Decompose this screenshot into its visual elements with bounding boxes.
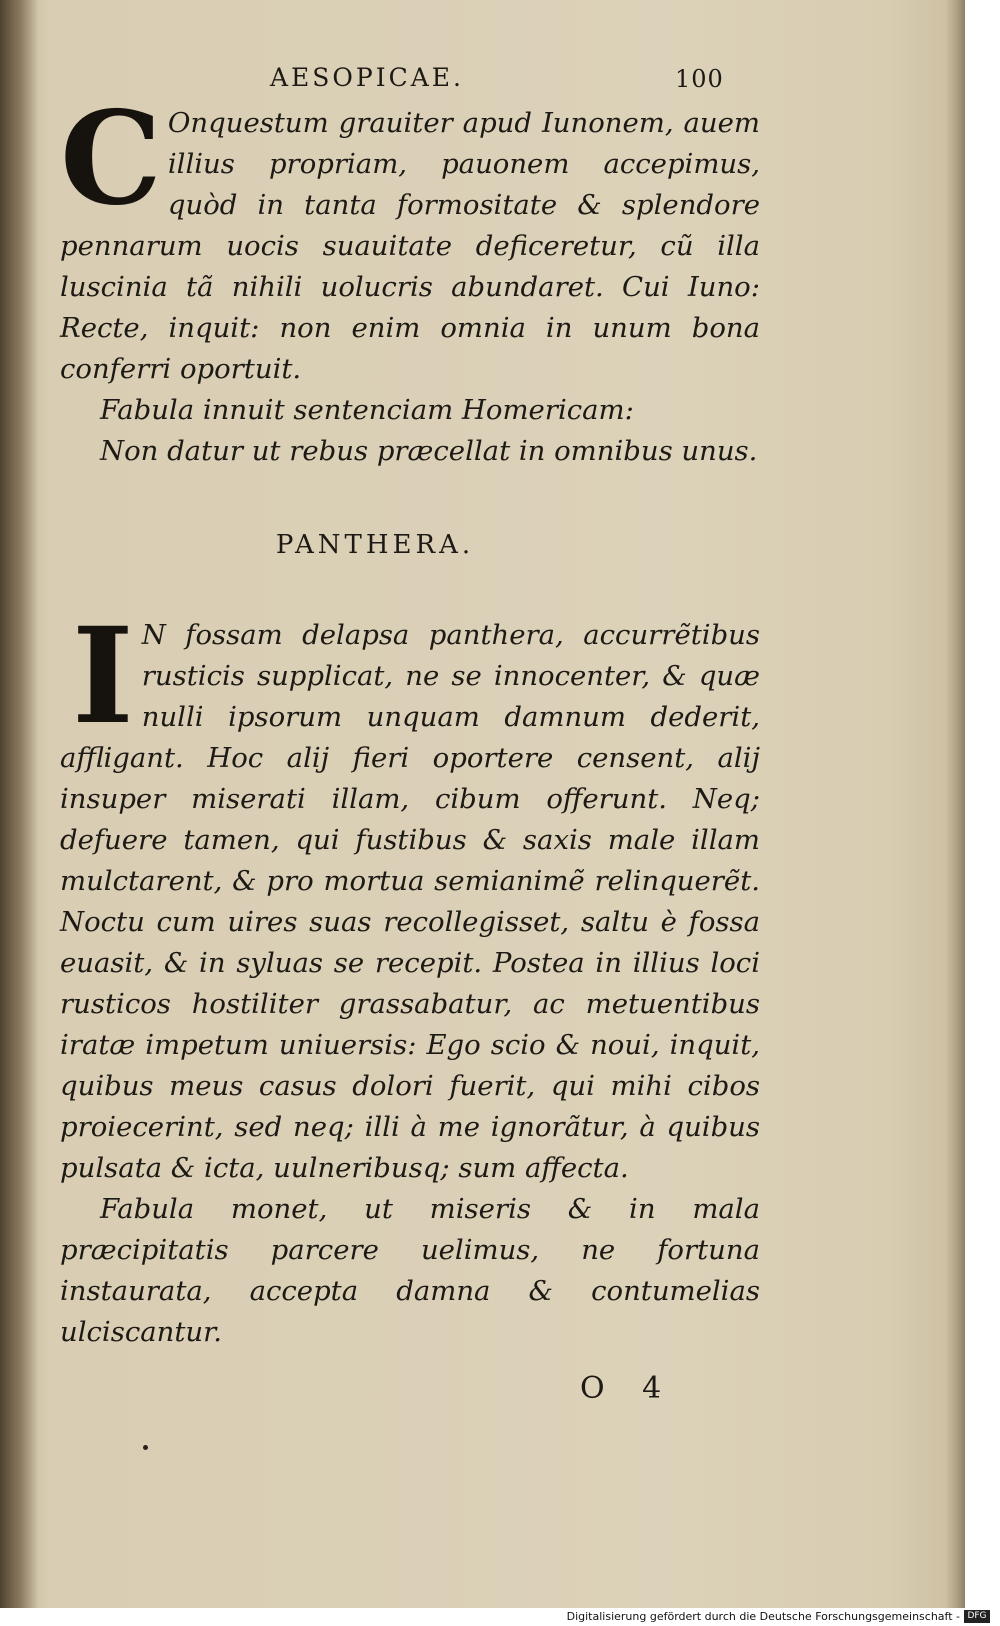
dfg-logo: DFG xyxy=(964,1610,990,1623)
fable-panthera xyxy=(60,599,760,1353)
fable-text: N fossam delapsa panthera, accurrẽtibus rusticis supplicat, ne se innocenter, & quæ nulli ipsorum unquam damnum dederit, affligant. Hoc alij fieri oportere censent, alij insuper miserati illam, cibum offerunt. Neq; defuere tamen, qui fustibus & saxis male illam mulctarent, & pro mortua semianimẽ relinquerẽt. Noctu cum uires suas recollegisset, saltu è fossa euasit, & in syluas se recepit. Postea in illius loci rusticos hostiliter grassabatur, ac metuentibus iratæ impetum uniuersis: Ego scio & noui, inquit, quibus meus casus dolori fuerit, qui mihi cibos proiecerint, sed neq; illi à me ignorãtur, à quibus pulsata & icta, uulneribusq; sum affecta. xyxy=(60,619,760,1184)
fable-moral: Fabula innuit sentenciam Homericam: xyxy=(100,394,634,426)
facing-page-edge xyxy=(0,0,38,1608)
signature-mark: O 4 xyxy=(580,1371,676,1406)
fable-pavo xyxy=(60,84,760,472)
running-head-title: AESOPICAE. xyxy=(270,63,465,92)
fable-text: Onquestum grauiter apud Iunonem, auem illius propriam, pauonem accepimus, quòd in tanta formositate & splendore pennarum uocis suauitate deficeretur, cũ illa luscinia tã nihili uolucris abundaret. Cui Iuno: Recte, inquit: non enim omnia in unum bona conferri oportuit. xyxy=(60,107,760,385)
running-head xyxy=(60,55,760,103)
fable-title: PANTHERA. xyxy=(275,530,475,560)
drop-cap: I xyxy=(72,599,134,754)
fable-verse: Non datur ut rebus præcellat in omnibus unus. xyxy=(100,435,758,467)
fable-body xyxy=(60,84,760,390)
fable-body xyxy=(60,599,760,1189)
footer-credit: Digitalisierung gefördert durch die Deutsche Forschungsgemeinschaft - xyxy=(566,1610,960,1623)
fable-moral: Fabula monet, ut miseris & in mala præcipitatis parcere uelimus, ne fortuna instaurata, accepta damna & contumelias ulciscantur. xyxy=(60,1193,760,1348)
drop-cap: C xyxy=(60,84,162,234)
page-text xyxy=(60,55,760,1406)
digitization-footer xyxy=(0,1608,1000,1626)
ink-speck xyxy=(143,1445,148,1450)
page-right-edge xyxy=(945,0,965,1608)
page-number: 100 xyxy=(675,65,724,93)
